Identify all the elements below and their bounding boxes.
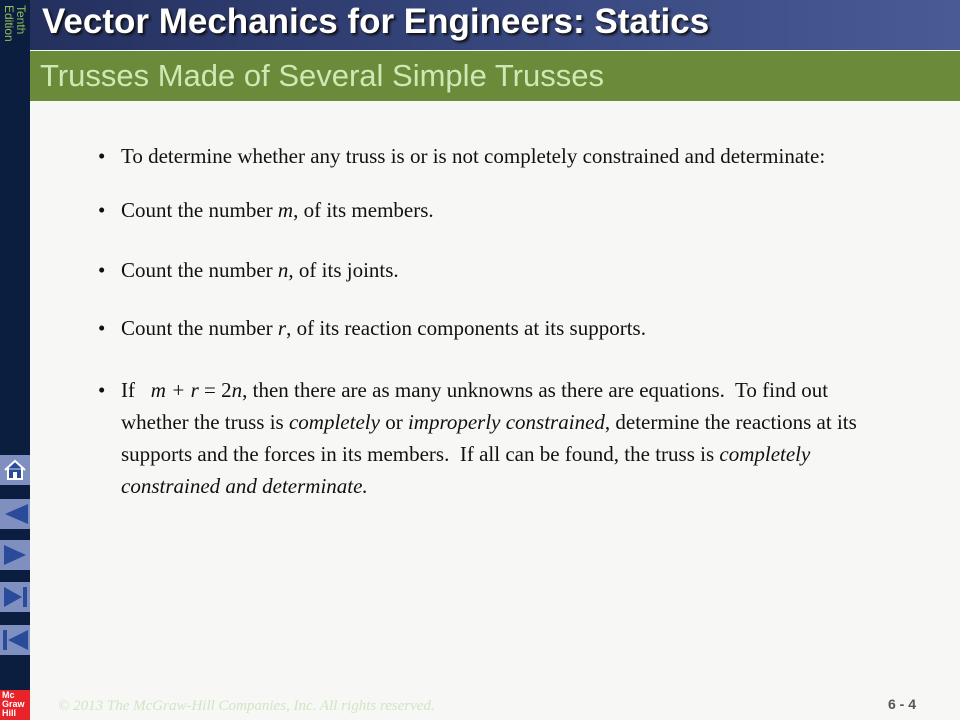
bullet-item bbox=[98, 194, 858, 226]
mcgraw-hill-logo: Mc Graw Hill bbox=[0, 690, 30, 720]
bullet-text: To determine whether any truss is or is not completely constrained and determinate: bbox=[121, 144, 826, 168]
page-number: 6 - 4 bbox=[888, 696, 917, 712]
home-button[interactable] bbox=[0, 455, 30, 485]
edition-label bbox=[0, 2, 29, 54]
next-icon bbox=[2, 543, 28, 567]
slide-title: Trusses Made of Several Simple Trusses bbox=[40, 58, 604, 93]
last-icon bbox=[2, 585, 28, 609]
italic-text: improperly constrained bbox=[407, 410, 605, 434]
bullet-text: , of its members. bbox=[293, 198, 434, 222]
home-icon bbox=[2, 458, 28, 482]
previous-icon bbox=[2, 502, 28, 526]
italic-text: r bbox=[277, 316, 287, 340]
bullet-text: Count the number bbox=[121, 258, 278, 282]
italic-text: m bbox=[277, 198, 294, 222]
first-button[interactable] bbox=[0, 625, 30, 655]
bullet-text: If bbox=[121, 378, 151, 402]
bullet-text: = 2 bbox=[198, 378, 232, 402]
slide-content bbox=[98, 140, 863, 502]
italic-text: completely bbox=[288, 410, 380, 434]
bullet-text: or bbox=[379, 410, 408, 434]
last-button[interactable] bbox=[0, 582, 30, 612]
bullet-item bbox=[98, 312, 858, 344]
bullet-text: Count the number bbox=[121, 198, 278, 222]
bullet-text: , of its joints. bbox=[288, 258, 399, 282]
header bbox=[30, 0, 960, 50]
bullet-text: Count the number bbox=[121, 316, 278, 340]
bullet-text: , determine the reactions at its supports and the forces in its members. If all can be found, the truss is bbox=[121, 410, 863, 466]
italic-text: m + r bbox=[150, 378, 199, 402]
bullet-item bbox=[98, 374, 863, 502]
edition-word: Tenth bbox=[14, 5, 28, 35]
bullet-item bbox=[98, 254, 858, 286]
edition-word: Edition bbox=[2, 5, 16, 42]
italic-text: n bbox=[231, 378, 243, 402]
book-title: Vector Mechanics for Engineers: Statics bbox=[42, 2, 710, 41]
italic-text: n bbox=[277, 258, 289, 282]
bullet-text: , of its reaction components at its supports. bbox=[286, 316, 646, 340]
slide-title-band bbox=[30, 51, 960, 101]
sidebar bbox=[0, 0, 30, 720]
previous-button[interactable] bbox=[0, 499, 30, 529]
italic-text: completely constrained and determinate. bbox=[121, 442, 816, 498]
copyright: © 2013 The McGraw-Hill Companies, Inc. All rights reserved. bbox=[58, 698, 435, 714]
first-icon bbox=[2, 628, 28, 652]
bullet-item bbox=[98, 140, 858, 172]
next-button[interactable] bbox=[0, 540, 30, 570]
bullet-text: , then there are as many unknowns as there are equations. To find out whether the truss is bbox=[121, 378, 834, 434]
